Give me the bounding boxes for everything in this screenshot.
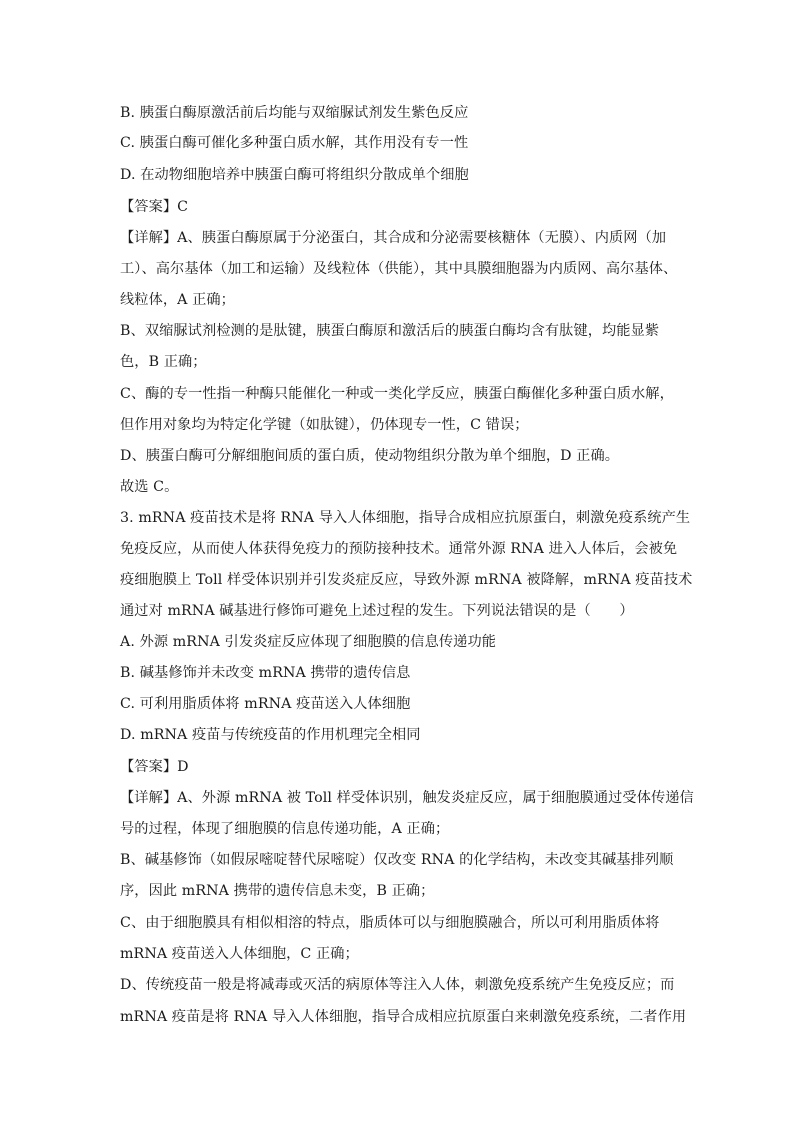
- option-d-line: D. 在动物细胞培养中胰蛋白酶可将组织分散成单个细胞: [120, 167, 469, 183]
- explanation-line: 【详解】A、外源 mRNA 被 Toll 样受体识别，触发炎症反应，属于细胞膜通过受体传递信: [120, 790, 694, 806]
- question-3-stem: 通过对 mRNA 碱基进行修饰可避免上述过程的发生。下列说法错误的是（ ）: [120, 603, 634, 619]
- option-b-line: B. 碱基修饰并未改变 mRNA 携带的遗传信息: [120, 665, 411, 681]
- explanation-line: 序，因此 mRNA 携带的遗传信息未变，B 正确；: [120, 883, 435, 899]
- explanation-line: mRNA 疫苗送入人体细胞，C 正确；: [120, 946, 359, 962]
- explanation-line: 但作用对象均为特定化学键（如肽键），仍体现专一性，C 错误；: [120, 417, 529, 433]
- option-b-line: B. 胰蛋白酶原激活前后均能与双缩脲试剂发生紫色反应: [120, 105, 469, 121]
- explanation-line: D、胰蛋白酶可分解细胞间质的蛋白质，使动物组织分散为单个细胞，D 正确。: [120, 448, 620, 464]
- conclusion-line: 故选 C。: [120, 479, 179, 495]
- explanation-line: 线粒体，A 正确；: [120, 292, 235, 308]
- explanation-line: D、传统疫苗一般是将减毒或灭活的病原体等注入人体，刺激免疫系统产生免疫反应；而: [120, 977, 675, 993]
- question-3-stem: 3. mRNA 疫苗技术是将 RNA 导入人体细胞，指导合成相应抗原蛋白，刺激免疫系统产生: [120, 510, 691, 526]
- answer-line: 【答案】C: [120, 199, 189, 215]
- explanation-line: 【详解】A、胰蛋白酶原属于分泌蛋白，其合成和分泌需要核糖体（无膜）、内质网（加: [120, 230, 667, 246]
- explanation-line: C、酶的专一性指一种酶只能催化一种或一类化学反应，胰蛋白酶催化多种蛋白质水解，: [120, 386, 674, 402]
- explanation-line: 号的过程，体现了细胞膜的信息传递功能，A 正确；: [120, 821, 450, 837]
- explanation-line: C、由于细胞膜具有相似相溶的特点，脂质体可以与细胞膜融合，所以可利用脂质体将: [120, 915, 660, 931]
- question-3-stem: 疫细胞膜上 Toll 样受体识别并引发炎症反应，导致外源 mRNA 被降解，mRNA 疫苗技术: [120, 572, 693, 588]
- option-c-line: C. 可利用脂质体将 mRNA 疫苗送入人体细胞: [120, 696, 411, 712]
- explanation-line: B、碱基修饰（如假尿嘧啶替代尿嘧啶）仅改变 RNA 的化学结构，未改变其碱基排列顺: [120, 852, 674, 868]
- explanation-line: B、双缩脲试剂检测的是肽键，胰蛋白酶原和激活后的胰蛋白酶均含有肽键，均能显紫: [120, 323, 660, 339]
- option-c-line: C. 胰蛋白酶可催化多种蛋白质水解，其作用没有专一性: [120, 135, 469, 151]
- question-3-stem: 免疫反应，从而使人体获得免疫力的预防接种技术。通常外源 RNA 进入人体后，会被免: [120, 541, 678, 557]
- option-d-line: D. mRNA 疫苗与传统疫苗的作用机理完全相同: [120, 727, 421, 743]
- option-a-line: A. 外源 mRNA 引发炎症反应体现了细胞膜的信息传递功能: [120, 634, 497, 650]
- answer-line: 【答案】D: [120, 759, 189, 775]
- explanation-line: 色，B 正确；: [120, 354, 207, 370]
- explanation-line: mRNA 疫苗是将 RNA 导入人体细胞，指导合成相应抗原蛋白来刺激免疫系统，二者作用: [120, 1009, 687, 1025]
- explanation-line: 工）、高尔基体（加工和运输）及线粒体（供能），其中具膜细胞器为内质网、高尔基体、: [120, 261, 678, 277]
